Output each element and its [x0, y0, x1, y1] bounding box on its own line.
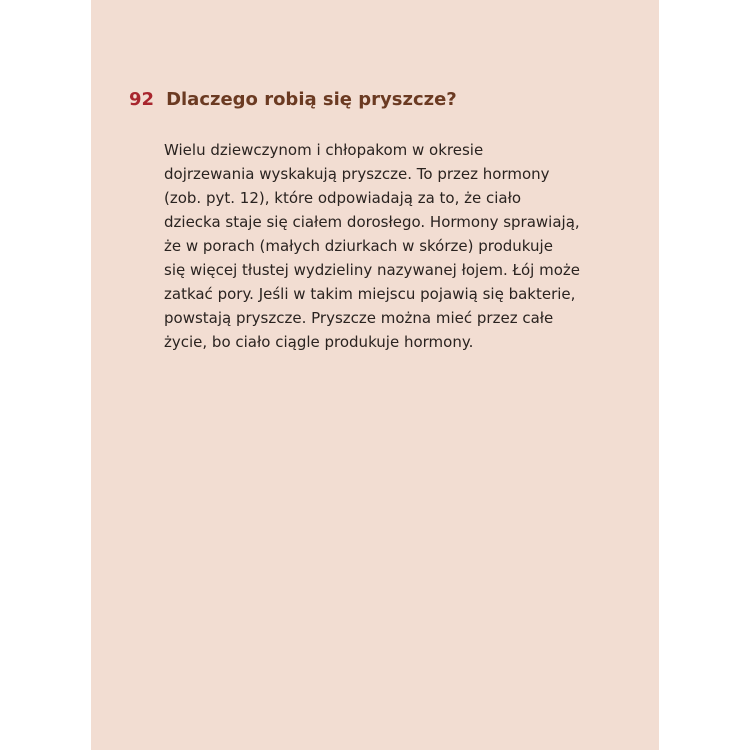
answer-line: (zob. pyt. 12), które odpowiadają za to, że ciało	[164, 189, 522, 207]
question-title: Dlaczego robią się pryszcze?	[166, 89, 457, 110]
book-page	[91, 0, 659, 750]
answer-line: dojrzewania wyskakują pryszcze. To przez hormony	[164, 165, 550, 183]
answer-line: się więcej tłustej wydzieliny nazywanej łojem. Łój może	[164, 261, 580, 279]
answer-line: dziecka staje się ciałem dorosłego. Hormony sprawiają,	[164, 213, 580, 231]
question-heading	[129, 88, 457, 112]
answer-line: życie, bo ciało ciągle produkuje hormony.	[164, 333, 474, 351]
answer-line: że w porach (małych dziurkach w skórze) produkuje	[164, 237, 553, 255]
answer-text	[164, 138, 634, 354]
answer-line: powstają pryszcze. Pryszcze można mieć przez całe	[164, 309, 554, 327]
answer-line: zatkać pory. Jeśli w takim miejscu pojawią się bakterie,	[164, 285, 576, 303]
answer-line: Wielu dziewczynom i chłopakom w okresie	[164, 141, 484, 159]
question-number: 92	[129, 89, 155, 110]
